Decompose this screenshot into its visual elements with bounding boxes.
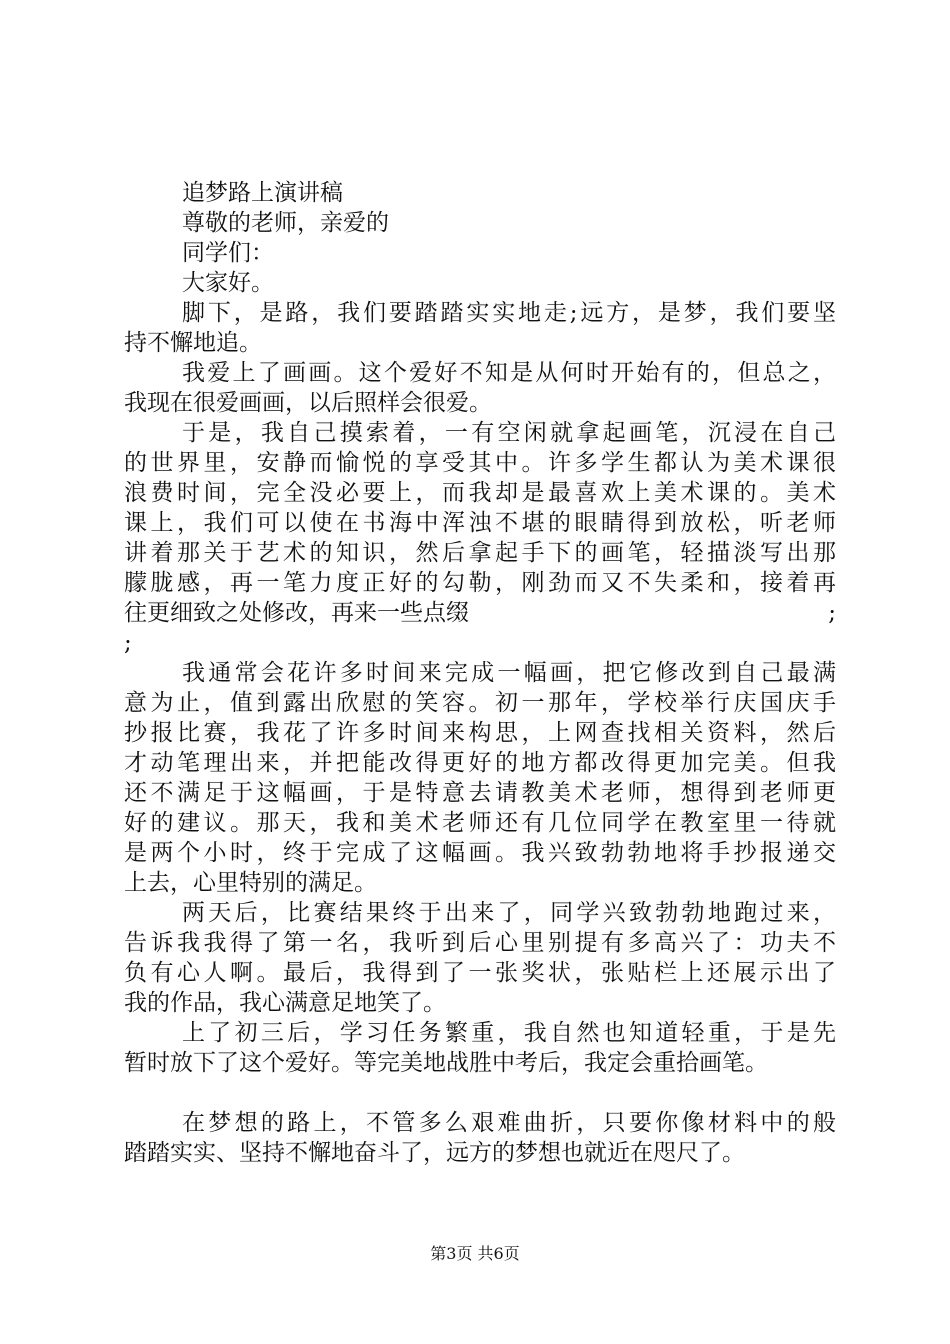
paragraph-3-line: 于是，我自己摸索着，一有空闲就拿起画笔，沉浸在自己: [182, 420, 836, 446]
paragraph-4-line: 是两个小时，终于完成了这幅画。我兴致勃勃地将手抄报递交: [124, 840, 836, 866]
paragraph-4-line: 好的建议。那天，我和美术老师还有几位同学在教室里一待就: [124, 810, 836, 836]
paragraph-4-line: 上去，心里特别的满足。: [124, 870, 377, 896]
paragraph-3-last-text: 往更细致之处修改，再来一些点缀: [124, 600, 469, 626]
paragraph-2-line: 我现在很爱画画，以后照样会很爱。: [124, 390, 492, 416]
salutation-line-1: 尊敬的老师，亲爱的: [182, 210, 389, 236]
document-title: 追梦路上演讲稿: [182, 180, 343, 206]
paragraph-5-line: 负有心人啊。最后，我得到了一张奖状，张贴栏上还展示出了: [124, 960, 836, 986]
paragraph-1-line: 持不懈地追。: [124, 330, 262, 356]
paragraph-3-line: 的世界里，安静而愉悦的享受其中。许多学生都认为美术课很: [124, 450, 836, 476]
document-body: [124, 178, 836, 1168]
salutation-line-2: 同学们：: [182, 240, 274, 266]
paragraph-4-line: 我通常会花许多时间来完成一幅画，把它修改到自己最满: [182, 660, 836, 686]
paragraph-3-line: 讲着那关于艺术的知识，然后拿起手下的画笔，轻描淡写出那: [124, 540, 836, 566]
paragraph-7-line: 踏踏实实、坚持不懈地奋斗了，远方的梦想也就近在咫尺了。: [124, 1140, 745, 1166]
page-number-footer: 第3页 共6页: [430, 1244, 520, 1263]
paragraph-3-line: 课上，我们可以使在书海中浑浊不堪的眼睛得到放松，听老师: [124, 510, 836, 536]
paragraph-3-line: 朦胧感，再一笔力度正好的勾勒，刚劲而又不失柔和，接着再: [124, 570, 836, 596]
paragraph-gap: [124, 1078, 836, 1108]
paragraph-6-line: 暂时放下了这个爱好。等完美地战胜中考后，我定会重拾画笔。: [124, 1050, 768, 1076]
paragraph-6-line: 上了初三后，学习任务繁重，我自然也知道轻重，于是先: [182, 1020, 836, 1046]
paragraph-5-line: 我的作品，我心满意足地笑了。: [124, 990, 446, 1016]
paragraph-4-line: 意为止，值到露出欣慰的笑容。初一那年，学校举行庆国庆手: [124, 690, 836, 716]
paragraph-4-line: 还不满足于这幅画，于是特意去请教美术老师，想得到老师更: [124, 780, 836, 806]
paragraph-5-line: 告诉我我得了第一名，我听到后心里别提有多高兴了：功夫不: [124, 930, 836, 956]
paragraph-3-semicolon: ;: [828, 600, 836, 626]
paragraph-2-line: 我爱上了画画。这个爱好不知是从何时开始有的，但总之，: [182, 360, 836, 386]
paragraph-1-line: 脚下，是路，我们要踏踏实实地走;远方，是梦，我们要坚: [182, 300, 836, 326]
paragraph-3-semicolon-line: ;: [124, 630, 132, 656]
greeting-line: 大家好。: [182, 270, 274, 296]
paragraph-3-line: 浪费时间，完全没必要上，而我却是最喜欢上美术课的。美术: [124, 480, 836, 506]
paragraph-7-line: 在梦想的路上，不管多么艰难曲折，只要你像材料中的般: [182, 1110, 836, 1136]
paragraph-5-line: 两天后，比赛结果终于出来了，同学兴致勃勃地跑过来，: [182, 900, 836, 926]
paragraph-4-line: 才动笔理出来，并把能改得更好的地方都改得更加完美。但我: [124, 750, 836, 776]
paragraph-3-last-line: [124, 598, 836, 628]
paragraph-4-line: 抄报比赛，我花了许多时间来构思，上网查找相关资料，然后: [124, 720, 836, 746]
